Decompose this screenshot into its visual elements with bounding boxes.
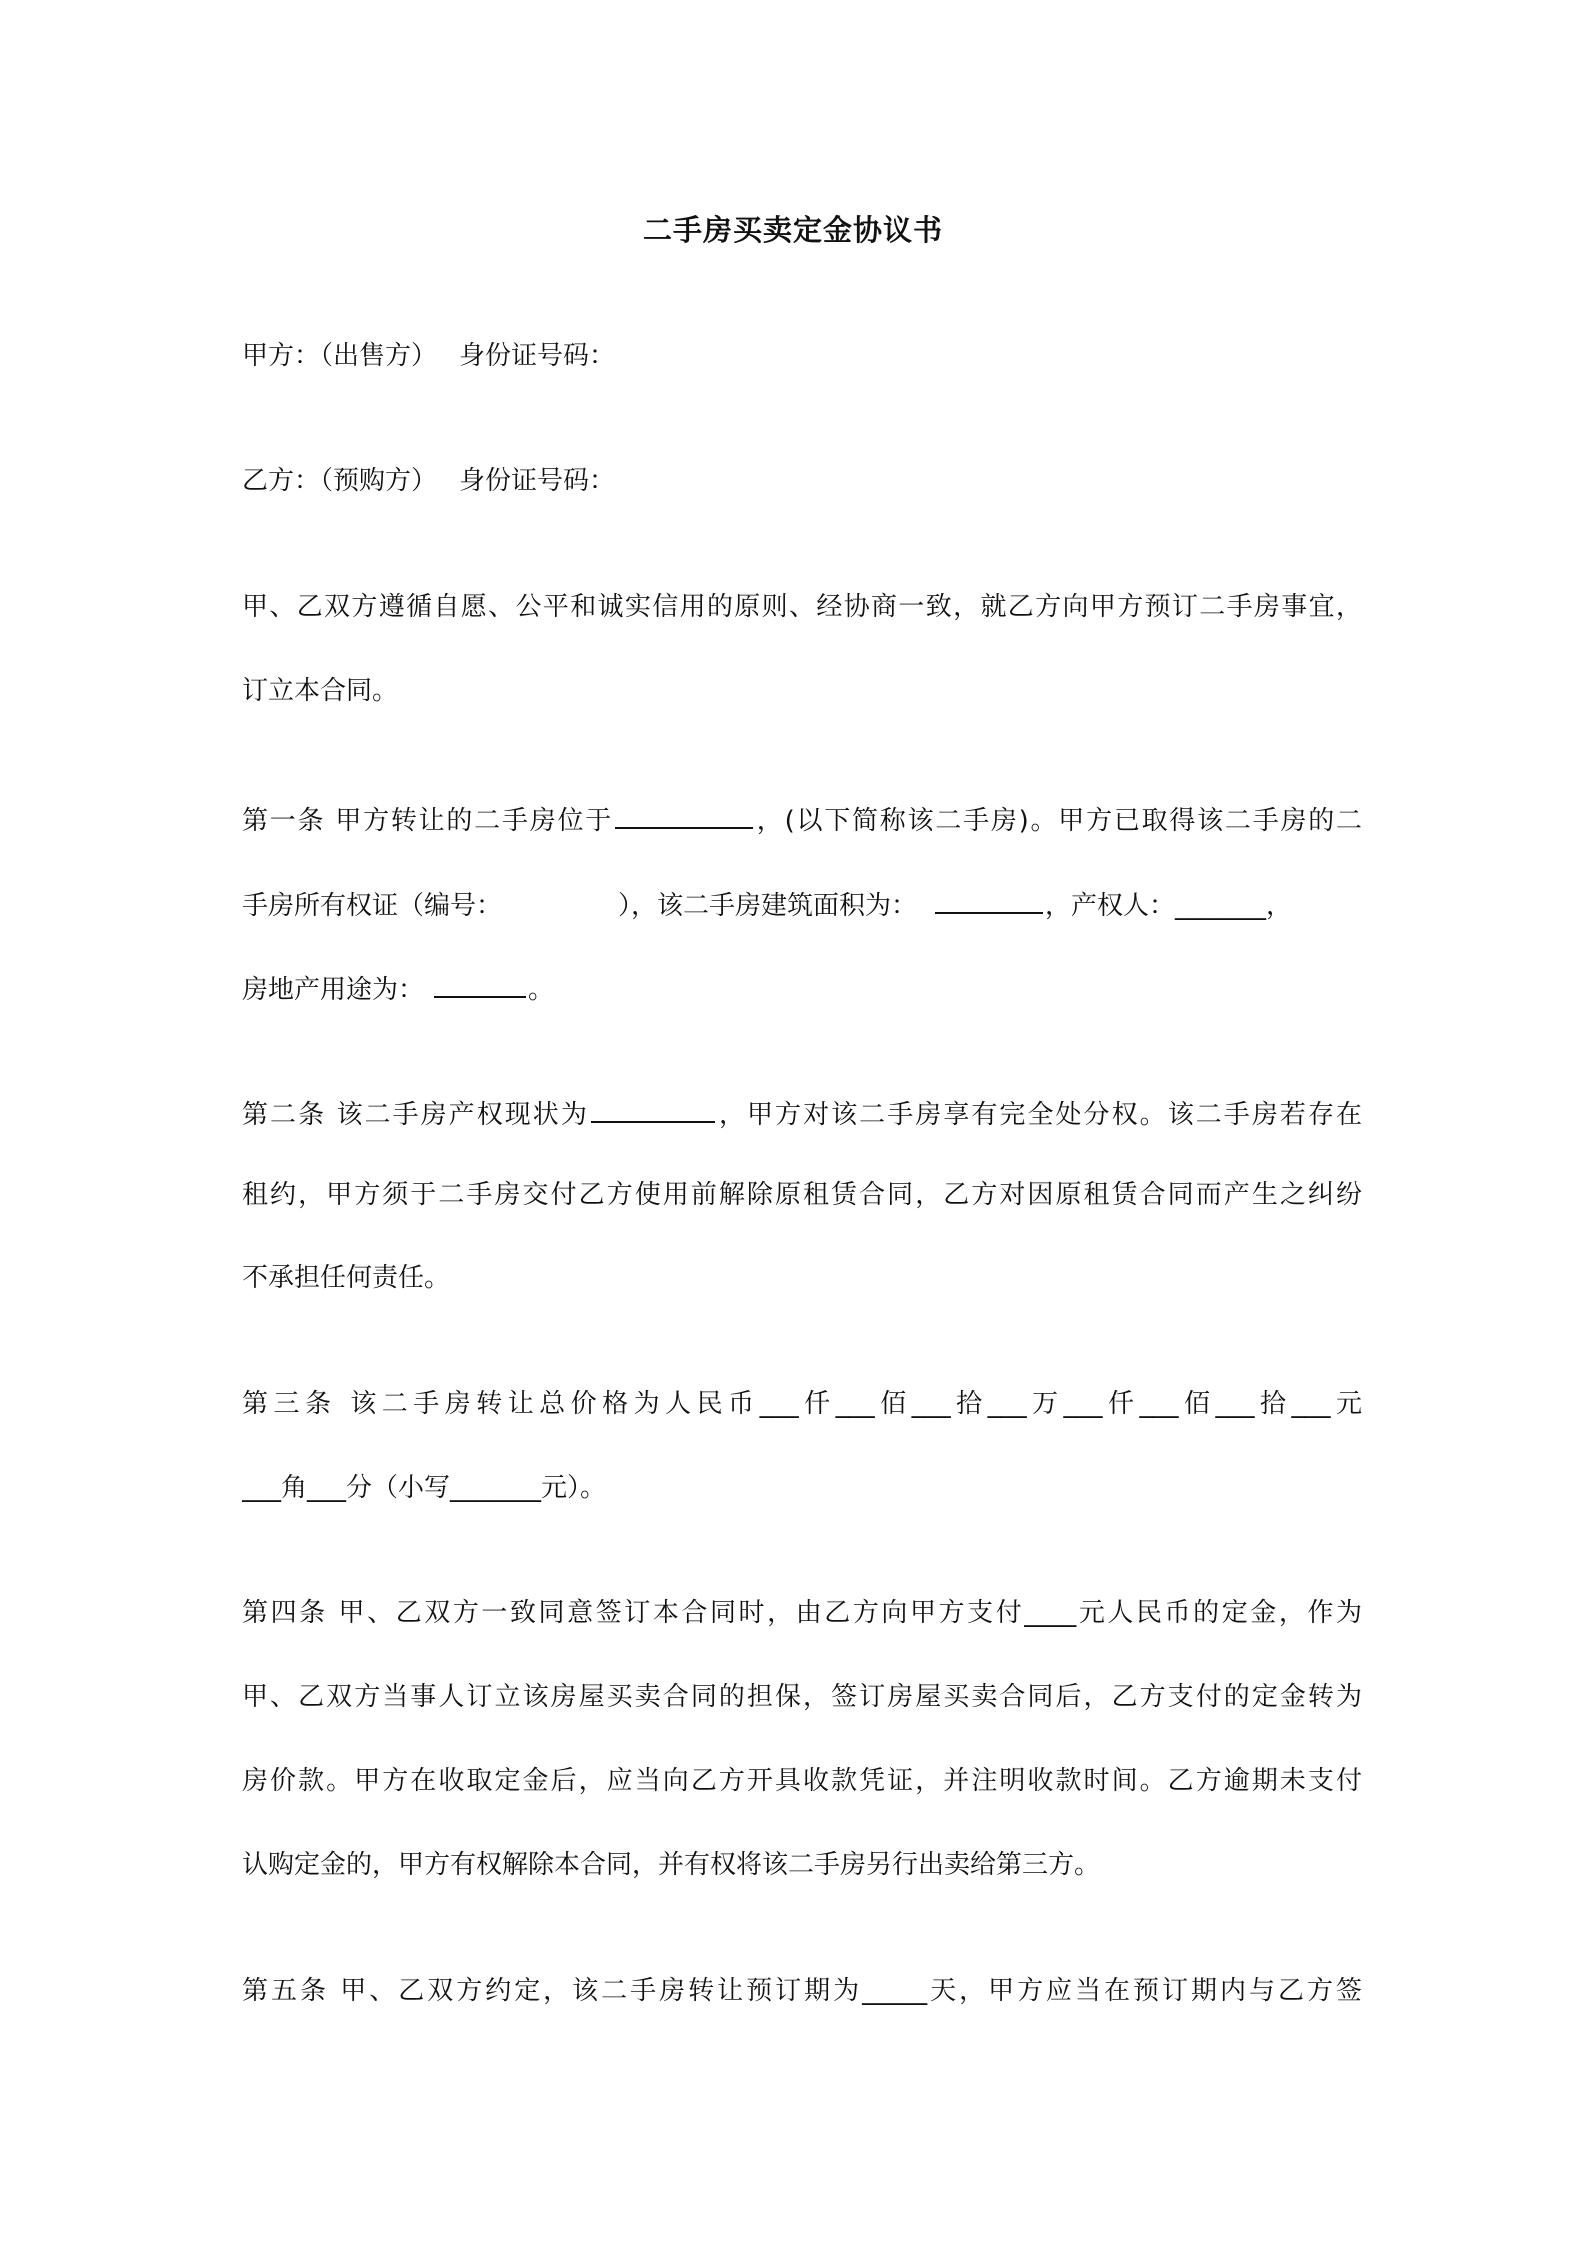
article-1-text-b: ，(以下简称该二手房)。甲方已取得该二手房的二: [755, 806, 1362, 836]
location-blank: [615, 797, 753, 829]
article-1-text-g: 。: [528, 975, 555, 1005]
article-1-text-c: 手房所有权证（编号：: [242, 891, 503, 921]
party-a-line: [242, 336, 1362, 376]
article-3-line-2: ___角___分（小写_______元）。: [242, 1473, 607, 1503]
preamble-line-2: 订立本合同。: [242, 676, 399, 706]
area-blank: [935, 882, 1043, 914]
party-b-label: 乙方：（预购方）: [242, 466, 438, 496]
article-2-line-2: 租约，甲方须于二手房交付乙方使用前解除原租赁合同，乙方对因原租赁合同而产生之纠纷: [242, 1180, 1362, 1210]
usage-blank: [434, 966, 526, 998]
article-1-text-a: 第一条 甲方转让的二手房位于: [242, 806, 614, 836]
party-b-id-label: 身份证号码：: [459, 466, 616, 496]
document-title: 二手房买卖定金协议书: [642, 213, 943, 247]
article-2-text-a: 第二条 该二手房产权现状为: [242, 1100, 589, 1130]
article-1-line-1: [242, 797, 1362, 841]
article-3-line-1: 第三条 该二手房转让总价格为人民币___仟___佰___拾___万___仟___佰___拾___元: [242, 1389, 1362, 1419]
article-4-line-4: 认购定金的，甲方有权解除本合同，并有权将该二手房另行出卖给第三方。: [242, 1850, 1101, 1880]
article-1-text-e: ，产权人：_______，: [1045, 891, 1293, 921]
article-4-line-2: 甲、乙双方当事人订立该房屋买卖合同的担保，签订房屋买卖合同后，乙方支付的定金转为: [242, 1682, 1362, 1712]
party-b-line: [242, 461, 1362, 501]
article-4-line-3: 房价款。甲方在收取定金后，应当向乙方开具收款凭证，并注明收款时间。乙方逾期未支付: [242, 1766, 1362, 1796]
article-2-line-3: 不承担任何责任。: [242, 1263, 451, 1293]
article-1-text-d: ），该二手房建筑面积为：: [618, 891, 918, 921]
property-status-blank: [591, 1091, 715, 1123]
article-5-line-1: 第五条 甲、乙双方约定，该二手房转让预订期为_____天，甲方应当在预订期内与乙方签: [242, 1976, 1362, 2006]
article-1-text-f: 房地产用途为：: [242, 975, 425, 1005]
article-2-line-1: [242, 1091, 1362, 1135]
article-1-line-3: [242, 966, 1362, 1010]
party-a-label: 甲方：（出售方）: [242, 341, 438, 371]
preamble-line-1: 甲、乙双方遵循自愿、公平和诚实信用的原则、经协商一致，就乙方向甲方预订二手房事宜，: [242, 592, 1362, 622]
article-4-line-1: 第四条 甲、乙双方一致同意签订本合同时，由乙方向甲方支付____元人民币的定金，作为: [242, 1598, 1362, 1628]
article-1-line-2: [242, 882, 1362, 926]
party-a-id-label: 身份证号码：: [459, 341, 616, 371]
article-2-text-b: ，甲方对该二手房享有完全处分权。该二手房若存在: [716, 1100, 1362, 1130]
